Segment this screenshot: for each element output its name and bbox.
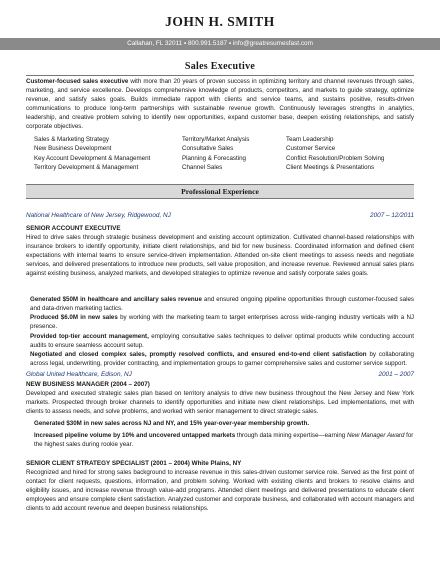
employment-dates: 2001 – 2007: [378, 371, 414, 378]
summary-text: with more than 20 years of proven success in optimizing territory and channel revenues through sales, marketing, and service excellence. Develops comprehensive knowledge of products, competitors, and markets to guide strategy, optimize revenue, and satisfy sales goals. Builds immediate rapport with clients and service teams, and sustains positive, results-driven communications to produce long-term partnerships with sustainable revenue growth. Continuously leverages strengths in analytics, leadership, and creative problem solving to identify new opportunities, expand customer base, deepen existing relationships, and satisfy corporate objectives.: [26, 78, 414, 130]
achievement-lead: Generated $50M in healthcare and ancillary sales revenue: [30, 296, 202, 303]
skill-item: Consultative Sales: [182, 145, 234, 153]
summary-lead: Customer-focused sales executive: [26, 78, 129, 85]
skill-item: Channel Sales: [182, 163, 223, 171]
skills-column-3: [286, 135, 384, 172]
achievement-lead: Increased pipeline volume by 10% and uncovered untapped markets: [34, 432, 236, 439]
skill-item: Conflict Resolution/Problem Solving: [286, 154, 385, 162]
job-header: [26, 212, 414, 221]
job-description: Recognized and hired for strong sales background to increase revenue in this sales-driven customer service role. Served as the first point of contact for client requests, questions, information, and problem solving. Worked with existing clients and brokers to resolve claims and eligibility issues, and increase revenue through value-add programs. Attended client meetings and delivered presentations to educate client employees and ensure complete client satisfaction. Analyzed customer and corporate business, and collaborated with account managers and clients to add account revenue and deepen business relationships.: [26, 469, 414, 512]
achievement-item: [30, 296, 414, 314]
achievement-text: employing consultative sales techniques to deliver optimal products while conducting account audits to ensure seamless account setup.: [30, 332, 414, 349]
candidate-name: JOHN H. SMITH: [165, 14, 275, 29]
achievement-item: [34, 432, 414, 450]
title-divider: [26, 75, 414, 76]
job-header: [26, 371, 414, 380]
achievement-item: [30, 351, 414, 369]
skills-column-1: [34, 135, 150, 172]
skills-column-2: [182, 135, 249, 172]
skill-item: Planning & Forecasting: [182, 154, 246, 162]
job-description: Developed and executed strategic sales plan based on territory analysis to drive new business throughout the New Jersey and New York markets. Prospected through broker channels to identify opportunities and initiate new client relationships. Led implementations, met with clients to assess needs, and solve problems, and worked with senior management to direct strategic sales.: [26, 390, 414, 415]
achievement-item: [30, 314, 414, 332]
skill-item: Customer Service: [286, 145, 336, 153]
achievement-item: [30, 333, 414, 351]
achievement-text: through data mining expertise—earning: [235, 432, 347, 439]
skill-item: Territory/Market Analysis: [182, 136, 250, 143]
employer: National Healthcare of New Jersey, Ridgewood, NJ: [26, 212, 171, 219]
achievement-text: and ensured ongoing pipeline opportunities through customer-focused sales and data-driven marketing tactics.: [30, 296, 414, 312]
summary-paragraph: [26, 78, 414, 131]
achievement-lead: Provided top-tier account management,: [30, 332, 149, 340]
job-role: SENIOR ACCOUNT EXECUTIVE: [26, 225, 121, 232]
employment-dates: 2007 – 12/2011: [370, 212, 414, 219]
skill-item: New Business Development: [34, 145, 112, 153]
contact-bar: [0, 38, 440, 50]
achievement-item: [34, 420, 414, 429]
achievement-lead: Produced $6.0M in new sales: [30, 314, 118, 322]
contact-info: Callahan, FL 32011 ▪ 800.991.5187 ▪ info@greatresumesfast.com: [127, 40, 313, 47]
job-role: SENIOR CLIENT STRATEGY SPECIALIST (2001 – 2004) White Plains, NY: [26, 460, 242, 467]
achievement-text: by working with the marketing team to target enterprises across wide-ranging industry verticals with a NJ presence.: [30, 314, 415, 331]
employer: Global United Healthcare, Edison, NJ: [26, 371, 132, 378]
achievement-lead: Generated $30M in new sales across NJ and NY, and 15% year-over-year membership growth.: [34, 420, 310, 427]
job-description: Hired to drive sales through strategic business development and existing account optimization. Cultivated channel-based relationships with insurance brokers to identify opportunity, initiate client relationships, and bid for new business. Coordinated information and defined client expectations with internal teams to ensure service-driven implementation. Attended on-site client meetings to assess needs and negotiate services, and delivered presentations to introduce new products, sell value proposition, and increase revenue. Reviewed annual sales plans against existing business, analyzed markets, and developed strategies to optimize revenue and satisfy corporate sales goals.: [26, 234, 414, 277]
skill-item: Team Leadership: [286, 136, 334, 143]
achievement-text: by collaborating across legal, underwriting, provider contracting, and implementation groups to garner comprehensive sales and customer service support.: [30, 351, 415, 368]
skill-item: Client Meetings & Presentations: [286, 163, 375, 171]
section-heading-experience: Professional Experience: [26, 184, 414, 199]
skill-item: Territory Development & Management: [34, 163, 139, 171]
achievement-text: for the highest sales during rookie year.: [34, 432, 414, 448]
resume-title: Sales Executive: [184, 61, 256, 72]
job-role: NEW BUSINESS MANAGER (2004 – 2007): [26, 381, 150, 388]
achievement-lead: Negotiated and closed complex sales, promptly resolved conflicts, and ensured end-to-end client satisfaction: [30, 351, 367, 359]
skill-item: Sales & Marketing Strategy: [34, 136, 109, 143]
award-name: New Manager Award: [346, 432, 405, 439]
skill-item: Key Account Development & Management: [34, 154, 151, 162]
achievement-list: [30, 296, 414, 370]
